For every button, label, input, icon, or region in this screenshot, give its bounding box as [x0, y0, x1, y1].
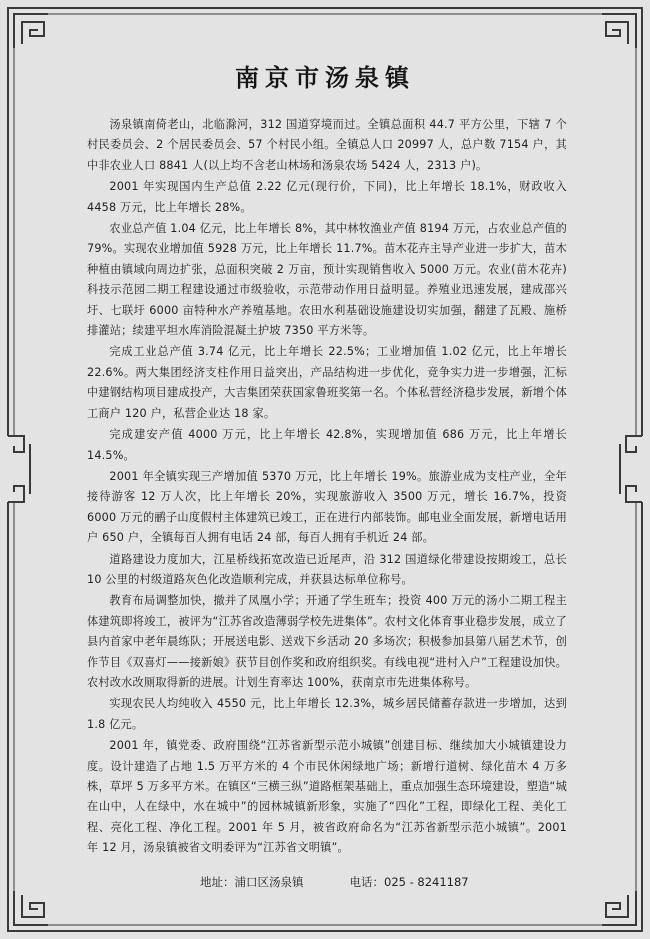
- paragraph-gdp: 2001 年实现国内生产总值 2.22 亿元(现行价，下同)，比上年增长 18.1%，财政收入 4458 万元，比上年增长 28%。: [87, 180, 567, 214]
- paragraph-education-culture: 教育布局调整加快，撤并了凤凰小学；开通了学生班车；投资 400 万元的汤小二期工程主体建筑即将竣工，被评为“江苏省改造薄弱学校先进集体”。农村文化体育事业稳步发展，成立了县内首家中老年晨练队；开展送电影、送戏下乡活动 20 多场次；积极参加县第八届艺术节，创作节目《双喜灯——接新娘》获节目创作奖和政府组织奖。有线电视“进村入户”工程建设加快。农村改水改厕取得新的进展。计划生育率达 100%，获南京市先进集体称号。: [87, 594, 567, 689]
- document-title: 南京市汤泉镇: [235, 64, 415, 92]
- contact-footer: [200, 874, 500, 890]
- phone-text: 电话：025 - 8241187: [349, 875, 469, 889]
- paragraph-industry: 完成工业总产值 3.74 亿元，比上年增长 22.5%；工业增加值 1.02 亿元，比上年增长 22.6%。两大集团经济支柱作用日益突出，产品结构进一步优化，竞争实力进一步增强，汇标中建钢结构项目建成投产，大吉集团荣获国家鲁班奖第一名。个体私营经济稳步发展，新增个体工商户 120 户，私营企业达 18 家。: [87, 345, 567, 420]
- article-body: [87, 115, 567, 860]
- paragraph-tertiary: 2001 年全镇实现三产增加值 5370 万元，比上年增长 19%。旅游业成为支柱产业，全年接待游客 12 万人次，比上年增长 20%，实现旅游收入 3500 万元，增长 16.7%，投资 6000 万元的鹂子山度假村主体建筑已竣工，正在进行内部装饰。邮电业全面发展，新增电话用户 650 户，全镇每百人拥有电话 24 部，每百人拥有手机近 24 部。: [87, 469, 567, 545]
- paragraph-construction: 完成建安产值 4000 万元，比上年增长 42.8%，实现增加值 686 万元，比上年增长 14.5%。: [87, 428, 567, 462]
- paragraph-income: 实现农民人均纯收入 4550 元，比上年增长 12.3%，城乡居民储蓄存款进一步增加，达到 1.8 亿元。: [87, 697, 567, 731]
- paragraph-town-building: 2001 年，镇党委、政府围绕“江苏省新型示范小城镇”创建目标、继续加大小城镇建设力度。设计建造了占地 1.5 万平方米的 4 个市民休闲绿地广场；新增行道树、绿化苗木 4 万多株，草坪 5 万多平方米。在镇区“三横三纵”道路框架基础上，重点加强生态环境建设，塑造“城在山中，人在绿中，水在城中”的园林城镇新形象，实施了“四化”工程，即绿化工程、美化工程、亮化工程、净化工程。2001 年 5 月，被省政府命名为“江苏省新型示范小城镇”。2001 年 12 月，汤泉镇被省文明委评为“江苏省文明镇”。: [87, 739, 567, 855]
- paragraph-roads: 道路建设力度加大，江星桥线拓宽改造已近尾声，沿 312 国道绿化带建设按期竣工，总长 10 公里的村级道路灰色化改造顺利完成，并获县达标单位称号。: [87, 552, 567, 586]
- paragraph-overview: 汤泉镇南倚老山，北临滁河，312 国道穿境而过。全镇总面积 44.7 平方公里，下辖 7 个村民委员会、2 个居民委员会、57 个村民小组。全镇总人口 20997 人，总户数 7154 户，其中非农业人口 8841 人(以上均不含老山林场和汤泉农场 5424 人，2313 户)。: [87, 118, 567, 172]
- address-text: 地址：浦口区汤泉镇: [200, 875, 304, 889]
- paragraph-agriculture: 农业总产值 1.04 亿元，比上年增长 8%，其中林牧渔业产值 8194 万元，占农业总产值的 79%。实现农业增加值 5928 万元，比上年增长 11.7%。苗木花卉主导产业进一步扩大，苗木种植由镇域向周边扩张，总面积突破 2 万亩，预计实现销售收入 5000 万元。农业(苗木花卉)科技示范园二期工程建设通过市级验收，示范带动作用日益明显。养殖业迅速发展，建成邵兴圩、七联圩 6000 亩特种水产养殖基地。农田水利基础设施建设切实加强，翻建了瓦殿、施桥排灌站；续建平坦水库消险混凝土护坡 7350 平方米等。: [87, 222, 567, 338]
